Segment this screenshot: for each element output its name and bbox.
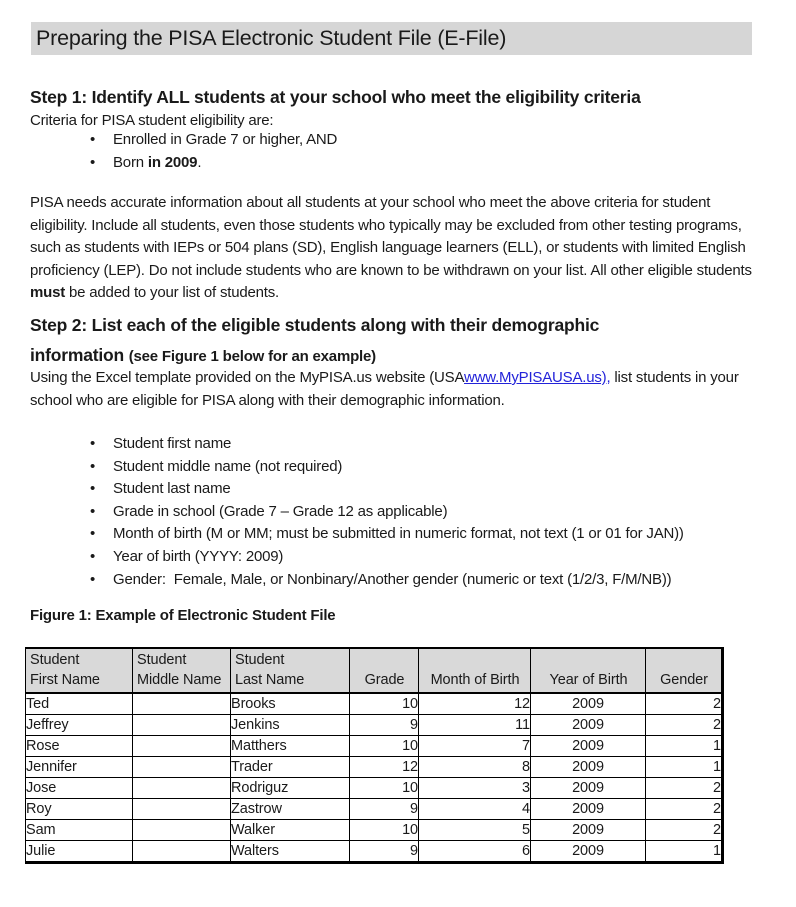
student-cell: 10 bbox=[350, 820, 419, 841]
student-cell: Jose bbox=[26, 778, 133, 799]
eligibility-criteria-list bbox=[30, 128, 796, 174]
student-cell: Sam bbox=[26, 820, 133, 841]
student-cell: 2 bbox=[646, 715, 723, 736]
text-run: Gender: Female, Male, or Nonbinary/Another gender (numeric or text (1/2/3, F/M/NB)) bbox=[113, 570, 672, 588]
student-cell: 5 bbox=[419, 820, 531, 841]
student-cell bbox=[133, 736, 231, 757]
student-cell: 2 bbox=[646, 820, 723, 841]
column-header: Student First Name bbox=[26, 648, 133, 693]
text-run: Using the Excel template provided on the MyPISA.us website (USA bbox=[30, 369, 465, 386]
student-cell bbox=[133, 693, 231, 715]
text-run: Year of birth (YYYY: 2009) bbox=[113, 547, 284, 565]
student-cell: Zastrow bbox=[231, 799, 350, 820]
student-cell: Jeffrey bbox=[26, 715, 133, 736]
student-cell: 10 bbox=[350, 736, 419, 757]
text-run: information bbox=[30, 345, 129, 365]
student-cell: 2009 bbox=[531, 778, 646, 799]
step2-heading-line1: Step 2: List each of the eligible students along with their demographic bbox=[30, 315, 600, 335]
student-fields-list bbox=[30, 433, 796, 591]
student-cell: 11 bbox=[419, 715, 531, 736]
text-run: in 2009 bbox=[147, 154, 198, 171]
text-run: Student middle name (not required) bbox=[113, 457, 343, 475]
student-cell: 9 bbox=[350, 799, 419, 820]
column-header: Month of Birth bbox=[419, 648, 531, 693]
student-row bbox=[26, 693, 723, 715]
student-cell: 3 bbox=[419, 778, 531, 799]
bullet-item bbox=[30, 569, 796, 592]
student-cell: 2009 bbox=[531, 715, 646, 736]
student-cell: 1 bbox=[646, 736, 723, 757]
student-cell: Jennifer bbox=[26, 757, 133, 778]
template-instructions-paragraph bbox=[30, 367, 770, 412]
bullet-item bbox=[30, 128, 796, 151]
student-cell: 7 bbox=[419, 736, 531, 757]
text-run: be added to your list of students. bbox=[65, 284, 280, 301]
bullet-item bbox=[30, 151, 796, 174]
column-header: Year of Birth bbox=[531, 648, 646, 693]
step2-heading-line2 bbox=[30, 344, 376, 368]
student-cell bbox=[133, 757, 231, 778]
table-header-row bbox=[26, 648, 723, 693]
student-row bbox=[26, 820, 723, 841]
text-run: must bbox=[30, 284, 66, 301]
student-cell: 2009 bbox=[531, 841, 646, 863]
criteria-intro: Criteria for PISA student eligibility are: bbox=[30, 112, 274, 129]
text-run: PISA needs accurate information about all students at your school who meet the above criteria for student eligibility. Include all students, even those students who typically may be excluded from other testing programs, such as students with IEPs or 504 plans (SD), English language learners (ELL), or students with limited English proficiency (LEP). Do not include students who are known to be withdrawn on your list. All other eligible students bbox=[30, 194, 752, 279]
text-run: (see Figure 1 below for an example) bbox=[128, 348, 376, 365]
student-row bbox=[26, 799, 723, 820]
step1-heading: Step 1: Identify ALL students at your school who meet the eligibility criteria bbox=[30, 87, 641, 107]
text-run: Student first name bbox=[113, 435, 232, 452]
student-cell: Brooks bbox=[231, 693, 350, 715]
student-row bbox=[26, 736, 723, 757]
student-cell: 6 bbox=[419, 841, 531, 863]
page-title: Preparing the PISA Electronic Student File (E-File) bbox=[36, 26, 507, 50]
student-cell: 1 bbox=[646, 757, 723, 778]
column-header: Student Last Name bbox=[231, 648, 350, 693]
text-run: Grade in school (Grade 7 – Grade 12 as applicable) bbox=[113, 502, 448, 520]
bullet-item bbox=[30, 546, 796, 569]
text-run: Month of birth (M or MM; must be submitted in numeric format, not text (1 or 01 for JAN)) bbox=[113, 525, 684, 543]
student-cell: 8 bbox=[419, 757, 531, 778]
student-cell: 10 bbox=[350, 778, 419, 799]
student-cell: Walker bbox=[231, 820, 350, 841]
bullet-item bbox=[30, 433, 796, 456]
table-body bbox=[26, 693, 723, 863]
student-cell: Rose bbox=[26, 736, 133, 757]
student-cell: 2 bbox=[646, 799, 723, 820]
student-cell: 2009 bbox=[531, 757, 646, 778]
text-run: Student last name bbox=[113, 480, 231, 498]
student-cell: 2009 bbox=[531, 736, 646, 757]
student-cell: Walters bbox=[231, 841, 350, 863]
text-run: Enrolled in Grade 7 or higher, AND bbox=[113, 131, 338, 148]
student-cell: 10 bbox=[350, 693, 419, 715]
student-cell: 2009 bbox=[531, 799, 646, 820]
column-header: Student Middle Name bbox=[133, 648, 231, 693]
student-cell bbox=[133, 715, 231, 736]
student-cell: 12 bbox=[350, 757, 419, 778]
text-run: . bbox=[197, 154, 202, 171]
bullet-item bbox=[30, 523, 796, 546]
student-cell: Roy bbox=[26, 799, 133, 820]
text-run: list students in your school who are eligible for PISA along with their demographic information. bbox=[30, 369, 739, 409]
student-cell: 1 bbox=[646, 841, 723, 863]
student-row bbox=[26, 757, 723, 778]
text-run: Born bbox=[113, 154, 148, 171]
student-cell: 12 bbox=[419, 693, 531, 715]
student-cell: Matthers bbox=[231, 736, 350, 757]
student-row bbox=[26, 778, 723, 799]
student-row bbox=[26, 841, 723, 863]
bullet-item bbox=[30, 501, 796, 524]
student-cell: 9 bbox=[350, 715, 419, 736]
student-cell bbox=[133, 778, 231, 799]
student-cell: Rodriguz bbox=[231, 778, 350, 799]
student-cell: 2009 bbox=[531, 693, 646, 715]
student-table bbox=[25, 647, 724, 864]
figure-caption: Figure 1: Example of Electronic Student File bbox=[30, 607, 336, 624]
student-row bbox=[26, 715, 723, 736]
column-header: Grade bbox=[350, 648, 419, 693]
bullet-item bbox=[30, 456, 796, 479]
student-cell: 2 bbox=[646, 693, 723, 715]
column-header: Gender bbox=[646, 648, 723, 693]
student-cell bbox=[133, 820, 231, 841]
page-title-bar bbox=[31, 22, 752, 55]
student-cell: Jenkins bbox=[231, 715, 350, 736]
bullet-item bbox=[30, 478, 796, 501]
student-cell: 9 bbox=[350, 841, 419, 863]
student-cell: 2 bbox=[646, 778, 723, 799]
eligibility-paragraph bbox=[30, 192, 770, 305]
student-cell: Julie bbox=[26, 841, 133, 863]
mypisa-link[interactable]: www.MyPISAUSA.us), bbox=[464, 369, 611, 386]
student-cell: 2009 bbox=[531, 820, 646, 841]
student-cell: Ted bbox=[26, 693, 133, 715]
student-cell: 4 bbox=[419, 799, 531, 820]
student-cell bbox=[133, 841, 231, 863]
student-cell bbox=[133, 799, 231, 820]
student-cell: Trader bbox=[231, 757, 350, 778]
